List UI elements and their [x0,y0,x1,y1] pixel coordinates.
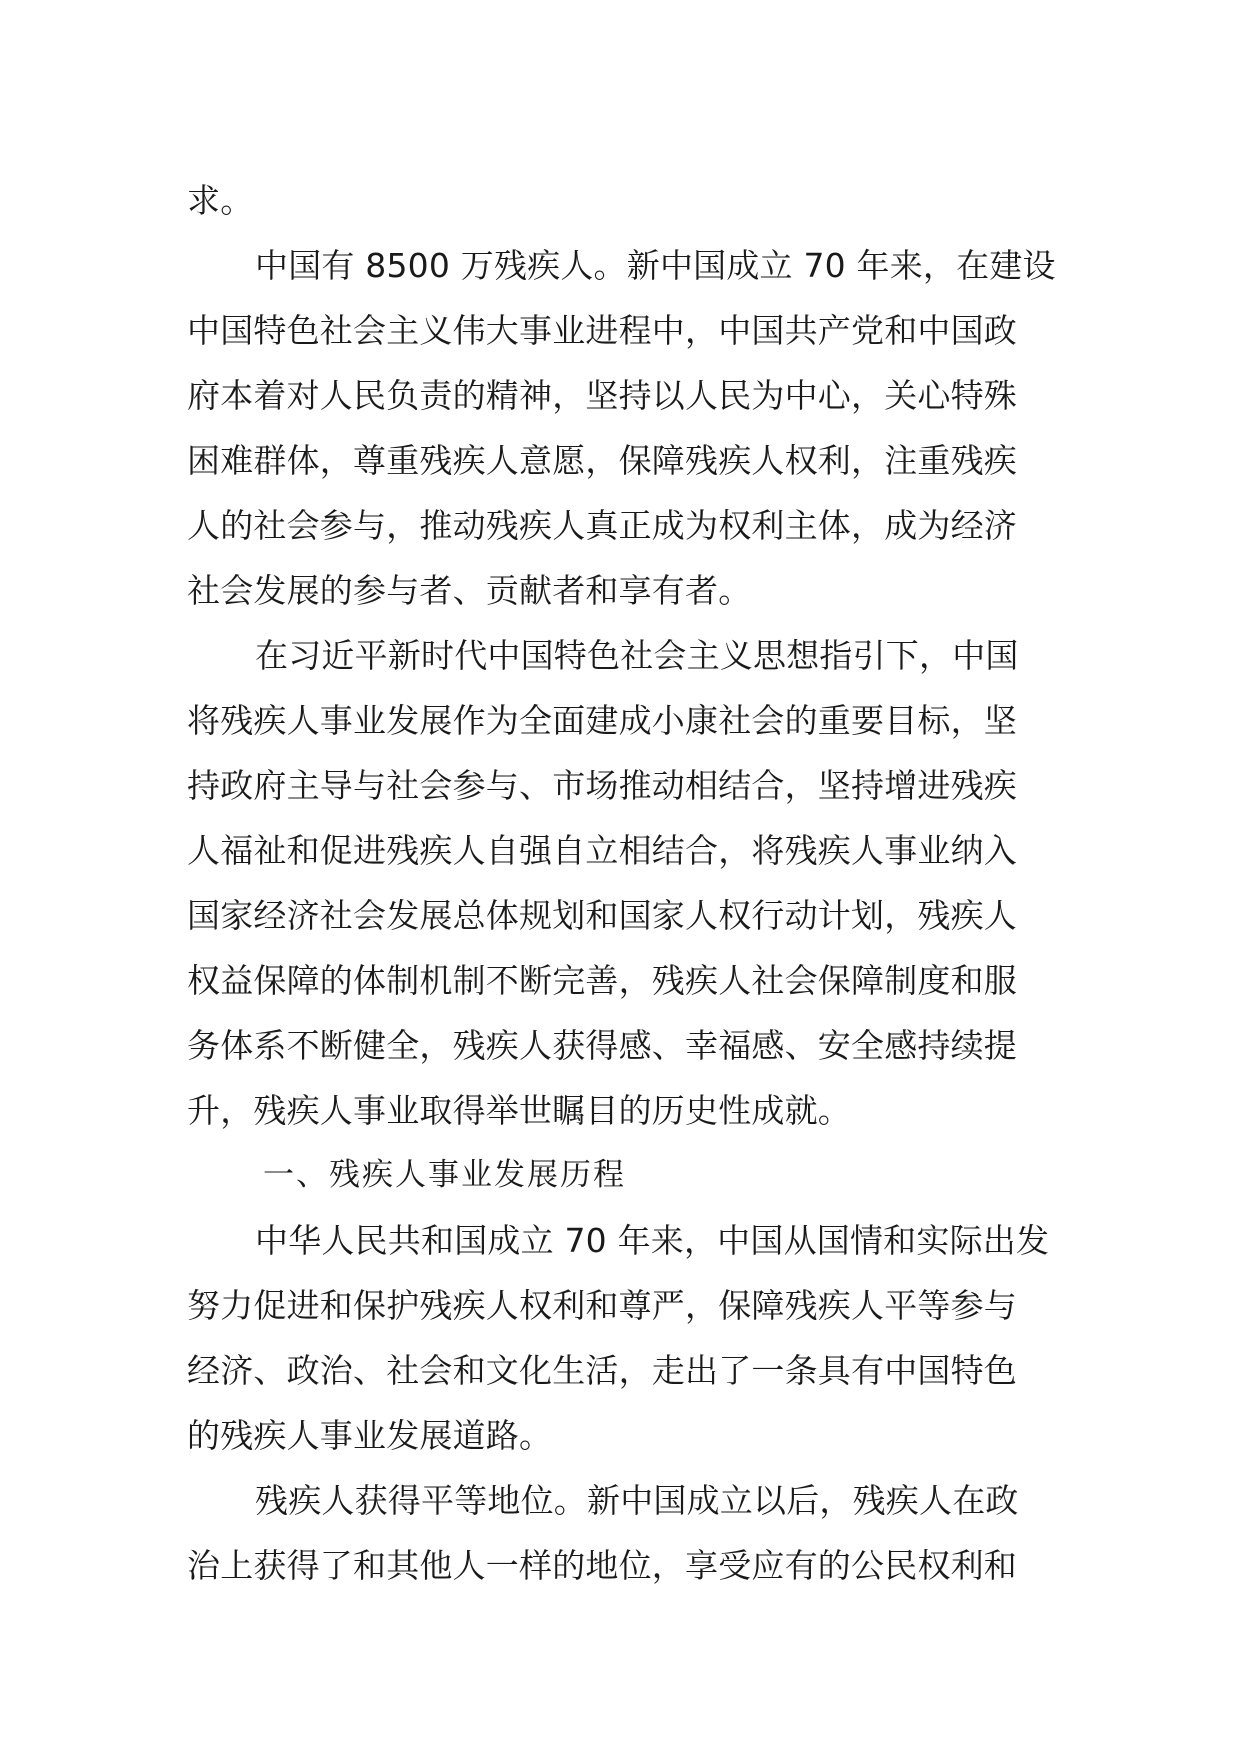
text-line: 府本着对人民负责的精神，坚持以人民为中心，关心特殊 [187,376,1017,415]
text-line: 社会发展的参与者、贡献者和享有者。 [187,571,752,610]
text-line: 升，残疾人事业取得举世瞩目的历史性成就。 [187,1091,851,1130]
text-line: 求。 [187,181,254,220]
paragraph-first-line: 中国有 8500 万残疾人。新中国成立 70 年来，在建设 [255,246,1056,285]
section-heading: 一、残疾人事业发展历程 [263,1157,626,1193]
text-line: 人的社会参与，推动残疾人真正成为权利主体，成为经济 [187,506,1017,545]
text-line: 权益保障的体制机制不断完善，残疾人社会保障制度和服 [187,961,1017,1000]
text-line: 的残疾人事业发展道路。 [187,1416,553,1455]
text-line: 务体系不断健全，残疾人获得感、幸福感、安全感持续提 [187,1026,1017,1065]
text-line: 国家经济社会发展总体规划和国家人权行动计划，残疾人 [187,896,1017,935]
text-line: 治上获得了和其他人一样的地位，享受应有的公民权利和 [187,1546,1017,1585]
paragraph-first-line: 中华人民共和国成立 70 年来，中国从国情和实际出发 [255,1221,1050,1260]
text-line: 持政府主导与社会参与、市场推动相结合，坚持增进残疾 [187,766,1017,805]
text-line: 经济、政治、社会和文化生活，走出了一条具有中国特色 [187,1351,1017,1390]
paragraph-first-line: 残疾人获得平等地位。新中国成立以后，残疾人在政 [255,1481,1019,1520]
text-line: 人福祉和促进残疾人自强自立相结合，将残疾人事业纳入 [187,831,1017,870]
text-line: 困难群体，尊重残疾人意愿，保障残疾人权利，注重残疾 [187,441,1017,480]
text-line: 将残疾人事业发展作为全面建成小康社会的重要目标，坚 [187,701,1017,740]
text-line: 中国特色社会主义伟大事业进程中，中国共产党和中国政 [187,311,1017,350]
paragraph-first-line: 在习近平新时代中国特色社会主义思想指引下，中国 [255,636,1019,675]
document-page [187,168,1057,1598]
text-line: 努力促进和保护残疾人权利和尊严，保障残疾人平等参与 [187,1286,1017,1325]
